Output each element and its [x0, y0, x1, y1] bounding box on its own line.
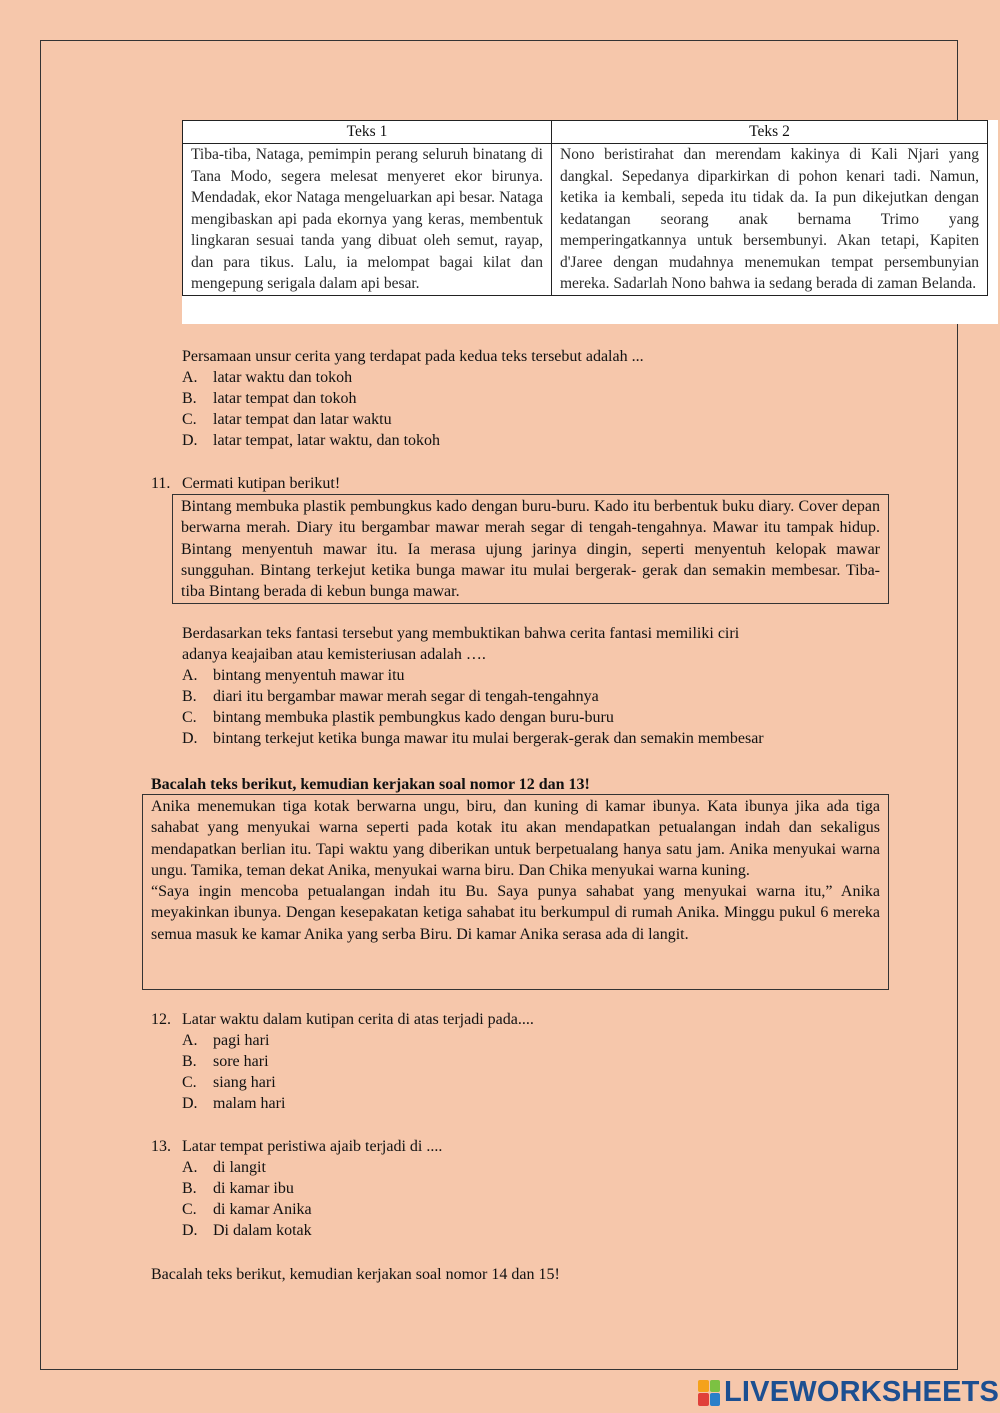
option-letter: C.: [182, 709, 197, 726]
passage-paragraph-1: Anika menemukan tiga kotak berwarna ungu, biru, dan kuning di kamar ibunya. Kata ibunya jika ada tiga sahabat yang menyukai warna seperti pada kotak itu akan mendapatkan petualangan indah dan sekaligus mendapatkan berlian itu. Tapi waktu yang diberikan untuk berpetualang hanya satu jam. Anika menyukai warna ungu. Tamika, teman dekat Anika, menyukai warna biru. Dan Chika menyukai warna kuning.: [151, 798, 880, 879]
option-text: sore hari: [213, 1053, 269, 1070]
answer-option[interactable]: [182, 1157, 882, 1178]
option-letter: B.: [182, 390, 197, 407]
question-11-text-line1: Berdasarkan teks fantasi tersebut yang membuktikan bahwa cerita fantasi memiliki ciri: [182, 625, 740, 642]
question-10-text: Persamaan unsur cerita yang terdapat pada kedua teks tersebut adalah ...: [182, 348, 644, 365]
option-text: latar tempat dan tokoh: [213, 390, 357, 407]
question-11-intro: Cermati kutipan berikut!: [182, 475, 341, 492]
answer-option[interactable]: [182, 1220, 882, 1241]
option-text: latar tempat, latar waktu, dan tokoh: [213, 432, 441, 449]
option-text: di kamar Anika: [213, 1201, 312, 1218]
table-header-teks-2: Teks 2: [552, 121, 988, 144]
option-letter: B.: [182, 1053, 197, 1070]
question-11-passage: Bintang membuka plastik pembungkus kado dengan buru-buru. Kado itu berbentuk buku diary. Cover depan berwarna merah. Diary itu bergambar mawar merah segar di tengah-tengahnya. Mawar itu tampak hidup. Bintang menyentuh mawar itu. Ia merasa ujung jarinya dingin, seperti menyentuh kelopak mawar sungguhan. Bintang terkejut ketika bunga mawar itu mulai bergerak- gerak dan semakin membesar. Tiba-tiba Bintang berada di kebun bunga mawar.: [181, 498, 880, 601]
table-header-teks-1: Teks 1: [183, 121, 552, 144]
answer-option[interactable]: [182, 1199, 882, 1220]
option-letter: C.: [182, 411, 197, 428]
option-text: bintang terkejut ketika bunga mawar itu mulai bergerak-gerak dan semakin membesar: [213, 730, 764, 747]
option-letter: A.: [182, 1032, 198, 1049]
question-10: [182, 346, 882, 451]
option-text: diari itu bergambar mawar merah segar di tengah-tengahnya: [213, 688, 599, 705]
option-text: bintang membuka plastik pembungkus kado dengan buru-buru: [213, 709, 614, 726]
teks-1-content: Tiba-tiba, Nataga, pemimpin perang seluruh binatang di Tana Modo, segera melesat menyeret ekor birunya. Mendadak, ekor Nataga mengeluarkan api besar. Nataga mengibaskan api pada ekornya yang keras, membentuk lingkaran sesuai tanda yang dibuat oleh semut, rayap, dan para tikus. Lalu, ia melompat bagai kilat dan mengepung serigala dalam api besar.: [183, 144, 552, 296]
question-11-text-line2: adanya keajaiban atau kemisteriusan adalah ….: [182, 646, 486, 663]
answer-option[interactable]: [182, 728, 882, 749]
option-letter: A.: [182, 667, 198, 684]
section-12-13-heading: Bacalah teks berikut, kemudian kerjakan soal nomor 12 dan 13!: [151, 776, 590, 793]
brand-name: LIVEWORKSHEETS: [724, 1376, 1000, 1408]
option-text: latar waktu dan tokoh: [213, 369, 353, 386]
option-text: di langit: [213, 1159, 266, 1176]
option-text: latar tempat dan latar waktu: [213, 411, 392, 428]
section-12-13-passage-box: [142, 794, 889, 990]
teks-2-content: Nono beristirahat dan merendam kakinya di Kali Njari yang dangkal. Sepedanya diparkirkan di pohon kenari tadi. Namun, ketika ia kembali, sepeda itu tidak da. Ia pun dikejutkan dengan kedatangan seorang anak bernama Trimo yang memperingatkannya untuk bersembunyi. Akan tetapi, Kapiten d'Jaree dengan mudahnya menemukan tempat persembunyian mereka. Sadarlah Nono bahwa ia sedang berada di zaman Belanda.: [552, 144, 988, 296]
option-letter: D.: [182, 432, 198, 449]
question-13-number: 13.: [151, 1138, 171, 1155]
question-12-number: 12.: [151, 1011, 171, 1028]
answer-option[interactable]: [182, 388, 882, 409]
option-text: Di dalam kotak: [213, 1222, 312, 1239]
question-12-text: Latar waktu dalam kutipan cerita di atas terjadi pada....: [182, 1011, 534, 1028]
option-letter: A.: [182, 1159, 198, 1176]
passage-paragraph-2: “Saya ingin mencoba petualangan indah itu Bu. Saya punya sahabat yang menyukai warna itu,” Anika meyakinkan ibunya. Dengan kesepakatan ketiga sahabat itu berkumpul di rumah Anika. Minggu pukul 6 mereka semua masuk ke kamar Anika yang serba Biru. Di kamar Anika serasa ada di langit.: [151, 883, 880, 943]
question-13-text: Latar tempat peristiwa ajaib terjadi di ....: [182, 1138, 443, 1155]
answer-option[interactable]: [182, 707, 882, 728]
option-letter: C.: [182, 1201, 197, 1218]
answer-option[interactable]: [182, 367, 882, 388]
comparison-table-image: [182, 120, 998, 324]
option-letter: A.: [182, 369, 198, 386]
option-text: malam hari: [213, 1095, 286, 1112]
option-text: bintang menyentuh mawar itu: [213, 667, 405, 684]
option-letter: B.: [182, 1180, 197, 1197]
option-letter: D.: [182, 1222, 198, 1239]
answer-option[interactable]: [182, 686, 882, 707]
option-letter: C.: [182, 1074, 197, 1091]
option-letter: D.: [182, 1095, 198, 1112]
liveworksheets-logo-icon: [698, 1380, 720, 1406]
option-text: pagi hari: [213, 1032, 270, 1049]
question-11-number: 11.: [151, 475, 171, 492]
option-letter: B.: [182, 688, 197, 705]
answer-option[interactable]: [182, 1030, 882, 1051]
answer-option[interactable]: [182, 430, 882, 451]
answer-option[interactable]: [182, 1093, 882, 1114]
question-13: [182, 1136, 882, 1241]
answer-option[interactable]: [182, 1051, 882, 1072]
answer-option[interactable]: [182, 665, 882, 686]
liveworksheets-logo[interactable]: [698, 1376, 999, 1409]
option-text: siang hari: [213, 1074, 276, 1091]
answer-option[interactable]: [182, 409, 882, 430]
comparison-table: [182, 120, 988, 296]
question-11: [182, 623, 882, 749]
option-text: di kamar ibu: [213, 1180, 294, 1197]
option-letter: D.: [182, 730, 198, 747]
answer-option[interactable]: [182, 1178, 882, 1199]
footer-instruction: Bacalah teks berikut, kemudian kerjakan soal nomor 14 dan 15!: [151, 1266, 560, 1283]
answer-option[interactable]: [182, 1072, 882, 1093]
question-12: [182, 1009, 882, 1114]
question-11-passage-box: [172, 494, 889, 604]
